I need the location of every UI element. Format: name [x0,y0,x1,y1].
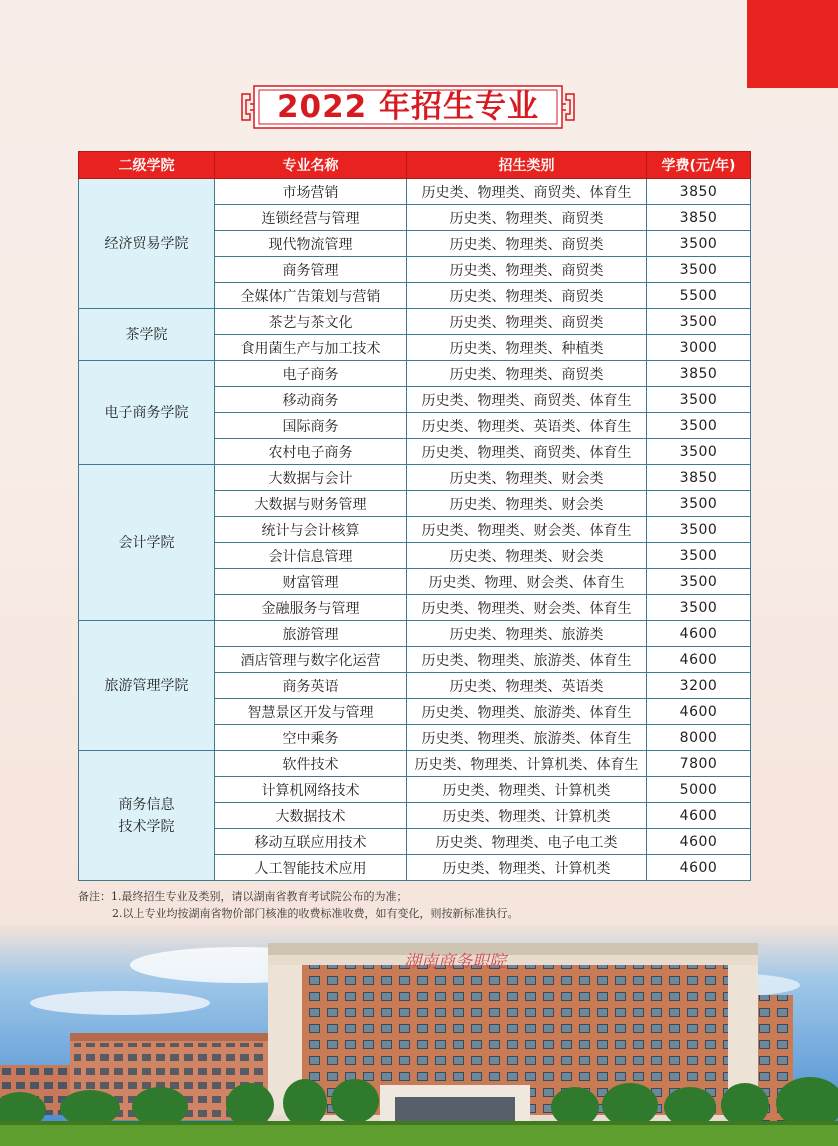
majors-table [78,151,751,881]
table-row [79,465,751,491]
major-cell: 空中乘务 [215,725,407,751]
fee-cell: 3850 [647,205,751,231]
header-college: 二级学院 [79,152,215,179]
major-cell: 大数据与财务管理 [215,491,407,517]
category-cell: 历史类、物理类、财会类 [407,465,647,491]
header-fee: 学费(元/年) [647,152,751,179]
fee-cell: 3500 [647,543,751,569]
college-cell: 电子商务学院 [79,361,215,465]
fee-cell: 4600 [647,621,751,647]
category-cell: 历史类、物理类、旅游类、体育生 [407,699,647,725]
campus-illustration [0,925,838,1146]
major-cell: 食用菌生产与加工技术 [215,335,407,361]
fee-cell: 8000 [647,725,751,751]
table-row [79,751,751,777]
fee-cell: 3500 [647,309,751,335]
fee-cell: 3500 [647,569,751,595]
header-category: 招生类别 [407,152,647,179]
fee-cell: 4600 [647,829,751,855]
fee-cell: 5000 [647,777,751,803]
table-header-row [79,152,751,179]
fee-cell: 4600 [647,699,751,725]
table-row [79,361,751,387]
major-cell: 软件技术 [215,751,407,777]
table-row [79,621,751,647]
category-cell: 历史类、物理类、计算机类 [407,855,647,881]
category-cell: 历史类、物理类、旅游类 [407,621,647,647]
category-cell: 历史类、物理类、商贸类 [407,361,647,387]
major-cell: 国际商务 [215,413,407,439]
fee-cell: 3500 [647,231,751,257]
category-cell: 历史类、物理类、商贸类、体育生 [407,387,647,413]
college-cell: 商务信息 技术学院 [79,751,215,881]
category-cell: 历史类、物理类、商贸类 [407,283,647,309]
fee-cell: 3500 [647,413,751,439]
fee-cell: 5500 [647,283,751,309]
major-cell: 金融服务与管理 [215,595,407,621]
table-row [79,179,751,205]
fee-cell: 4600 [647,803,751,829]
campus-photo [0,925,838,1146]
corner-decoration [747,0,838,88]
title-banner [240,82,576,132]
major-cell: 移动商务 [215,387,407,413]
category-cell: 历史类、物理类、财会类、体育生 [407,595,647,621]
major-cell: 市场营销 [215,179,407,205]
note-line-2: 2.以上专业均按湖南省物价部门核准的收费标准收费，如有变化，则按新标准执行。 [112,907,519,920]
note-line-1: 备注：1.最终招生专业及类别，请以湖南省教育考试院公布的为准； [78,890,408,903]
major-cell: 电子商务 [215,361,407,387]
major-cell: 计算机网络技术 [215,777,407,803]
fee-cell: 3500 [647,439,751,465]
major-cell: 财富管理 [215,569,407,595]
category-cell: 历史类、物理类、商贸类 [407,309,647,335]
category-cell: 历史类、物理类、计算机类、体育生 [407,751,647,777]
category-cell: 历史类、物理类、财会类、体育生 [407,517,647,543]
notes [78,888,778,922]
major-cell: 人工智能技术应用 [215,855,407,881]
category-cell: 历史类、物理类、商贸类、体育生 [407,439,647,465]
fee-cell: 4600 [647,855,751,881]
category-cell: 历史类、物理类、计算机类 [407,777,647,803]
category-cell: 历史类、物理类、商贸类、体育生 [407,179,647,205]
category-cell: 历史类、物理类、种植类 [407,335,647,361]
page-title: 2022 年招生专业 [276,89,540,125]
fee-cell: 3850 [647,179,751,205]
major-cell: 会计信息管理 [215,543,407,569]
fee-cell: 3850 [647,465,751,491]
college-cell: 旅游管理学院 [79,621,215,751]
category-cell: 历史类、物理类、旅游类、体育生 [407,647,647,673]
major-cell: 全媒体广告策划与营销 [215,283,407,309]
college-cell: 茶学院 [79,309,215,361]
fee-cell: 3500 [647,387,751,413]
fee-cell: 3500 [647,517,751,543]
major-cell: 现代物流管理 [215,231,407,257]
category-cell: 历史类、物理类、计算机类 [407,803,647,829]
category-cell: 历史类、物理类、商贸类 [407,231,647,257]
college-cell: 经济贸易学院 [79,179,215,309]
major-cell: 商务管理 [215,257,407,283]
category-cell: 历史类、物理类、旅游类、体育生 [407,725,647,751]
major-cell: 酒店管理与数字化运营 [215,647,407,673]
fee-cell: 4600 [647,647,751,673]
category-cell: 历史类、物理、财会类、体育生 [407,569,647,595]
fee-cell: 7800 [647,751,751,777]
category-cell: 历史类、物理类、商贸类 [407,257,647,283]
category-cell: 历史类、物理类、英语类 [407,673,647,699]
header-major: 专业名称 [215,152,407,179]
category-cell: 历史类、物理类、电子电工类 [407,829,647,855]
table-row [79,309,751,335]
category-cell: 历史类、物理类、英语类、体育生 [407,413,647,439]
major-cell: 连锁经营与管理 [215,205,407,231]
fee-cell: 3500 [647,491,751,517]
major-cell: 统计与会计核算 [215,517,407,543]
major-cell: 茶艺与茶文化 [215,309,407,335]
category-cell: 历史类、物理类、财会类 [407,491,647,517]
fee-cell: 3200 [647,673,751,699]
fee-cell: 3500 [647,257,751,283]
fee-cell: 3500 [647,595,751,621]
fee-cell: 3000 [647,335,751,361]
category-cell: 历史类、物理类、财会类 [407,543,647,569]
table-body [79,179,751,881]
major-cell: 农村电子商务 [215,439,407,465]
major-cell: 智慧景区开发与管理 [215,699,407,725]
major-cell: 大数据与会计 [215,465,407,491]
major-cell: 旅游管理 [215,621,407,647]
major-cell: 移动互联应用技术 [215,829,407,855]
category-cell: 历史类、物理类、商贸类 [407,205,647,231]
major-cell: 商务英语 [215,673,407,699]
college-cell: 会计学院 [79,465,215,621]
major-cell: 大数据技术 [215,803,407,829]
campus-sign: 湖南商务职院 [404,952,506,972]
fee-cell: 3850 [647,361,751,387]
